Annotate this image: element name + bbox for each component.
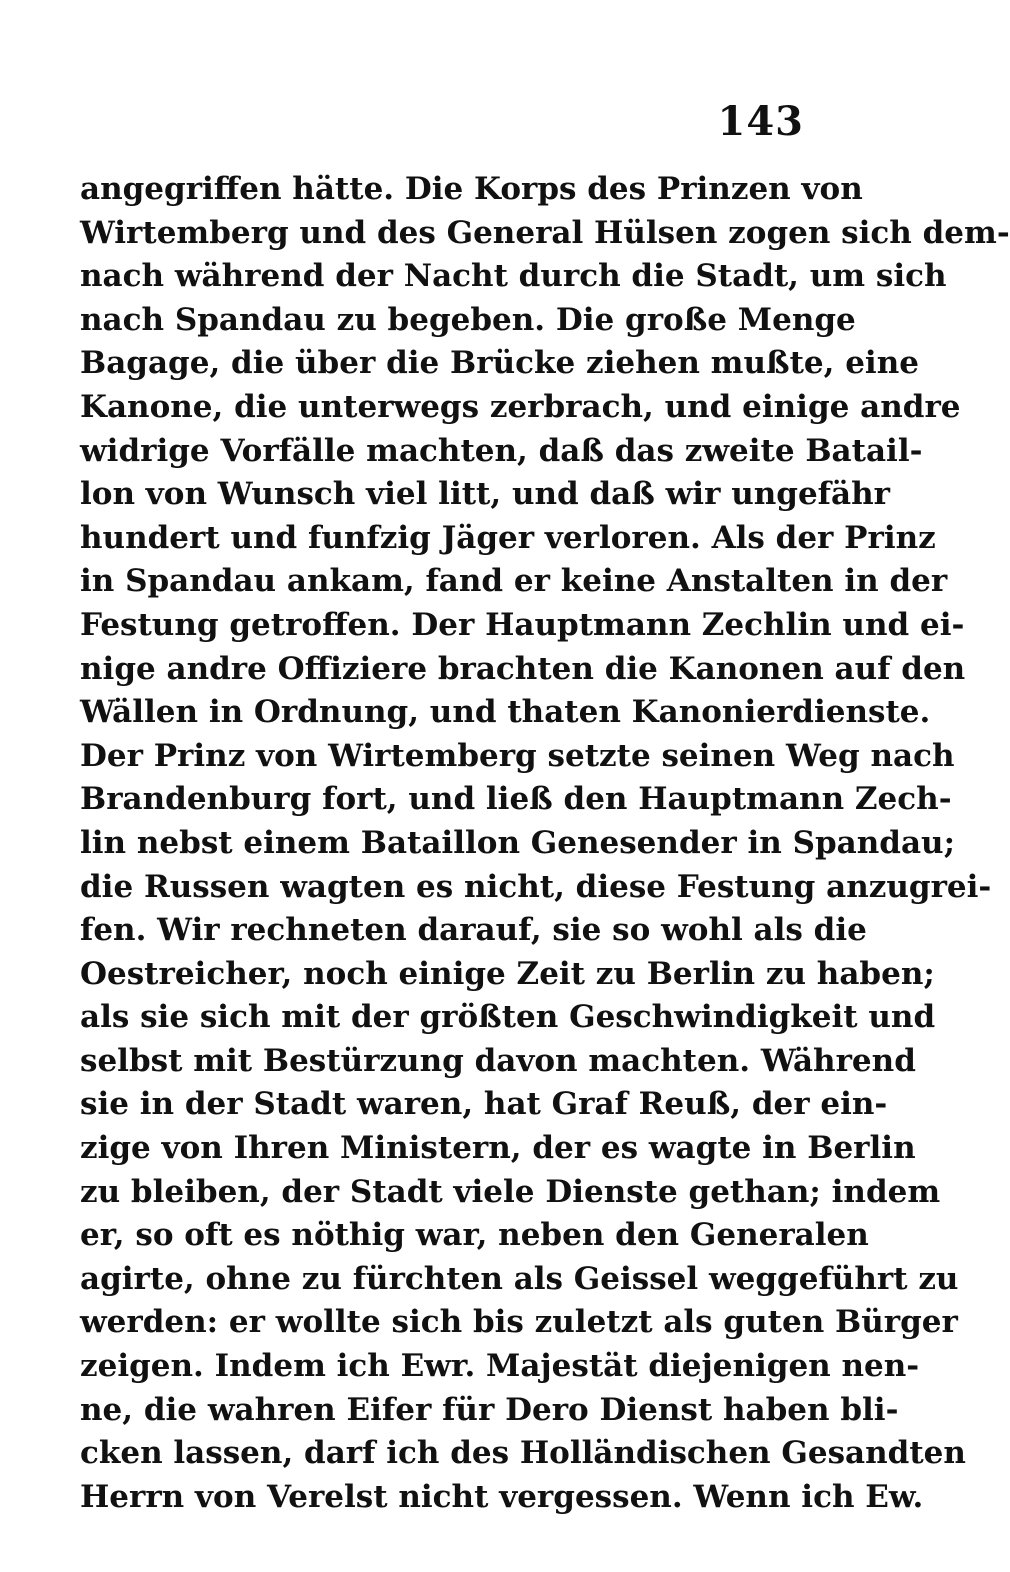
- text-line: Festung getroffen. Der Hauptmann Zechlin und ei-: [80, 606, 965, 643]
- text-line: Herrn von Verelst nicht vergessen. Wenn ich Ew.: [80, 1478, 924, 1515]
- text-line: selbst mit Bestürzung davon machten. Während: [80, 1042, 916, 1079]
- text-line: als sie sich mit der größten Geschwindigkeit und: [80, 999, 936, 1036]
- text-line: Wirtemberg und des General Hülsen zogen sich dem-: [80, 214, 1010, 251]
- text-line: zige von Ihren Ministern, der es wagte in Berlin: [80, 1130, 916, 1167]
- text-line: sie in der Stadt waren, hat Graf Reuß, der ein-: [80, 1086, 888, 1123]
- text-line: hundert und funfzig Jäger verloren. Als der Prinz: [80, 519, 936, 556]
- text-line: Wällen in Ordnung, und thaten Kanonierdienste.: [80, 694, 931, 731]
- text-line: er, so oft es nöthig war, neben den Generalen: [80, 1217, 869, 1254]
- text-line: zeigen. Indem ich Ewr. Majestät diejenigen nen-: [80, 1348, 920, 1385]
- text-line: Kanone, die unterwegs zerbrach, und einige andre: [80, 388, 961, 425]
- text-line: nach während der Nacht durch die Stadt, um sich: [80, 258, 947, 295]
- text-line: Der Prinz von Wirtemberg setzte seinen Weg nach: [80, 737, 955, 774]
- text-line: widrige Vorfälle machten, daß das zweite Batail-: [80, 432, 923, 469]
- text-line: angegriffen hätte. Die Korps des Prinzen von: [80, 171, 863, 207]
- text-line: ne, die wahren Eifer für Dero Dienst haben bli-: [80, 1391, 899, 1428]
- text-line: lon von Wunsch viel litt, und daß wir ungefähr: [80, 476, 890, 513]
- text-line: Oestreicher, noch einige Zeit zu Berlin zu haben;: [80, 955, 935, 992]
- text-line: cken lassen, darf ich des Holländischen Gesandten: [80, 1435, 966, 1472]
- page-number: 143: [717, 98, 804, 145]
- text-line: in Spandau ankam, fand er keine Anstalten in der: [80, 563, 948, 600]
- text-line: nige andre Offiziere brachten die Kanonen auf den: [80, 650, 966, 687]
- text-line: Bagage, die über die Brücke ziehen mußte, eine: [80, 345, 919, 382]
- text-line: die Russen wagten es nicht, diese Festung anzugrei-: [80, 868, 992, 905]
- text-line: agirte, ohne zu fürchten als Geissel weggeführt zu: [80, 1260, 959, 1297]
- text-line: nach Spandau zu begeben. Die große Menge: [80, 301, 856, 338]
- text-line: zu bleiben, der Stadt viele Dienste gethan; indem: [80, 1173, 941, 1210]
- text-line: lin nebst einem Bataillon Genesender in Spandau;: [80, 824, 956, 861]
- body-text: [80, 168, 1010, 1519]
- text-line: fen. Wir rechneten darauf, sie so wohl als die: [80, 912, 867, 949]
- text-line: werden: er wollte sich bis zuletzt als guten Bürger: [80, 1304, 958, 1341]
- text-line: Brandenburg fort, und ließ den Hauptmann Zech-: [80, 781, 952, 818]
